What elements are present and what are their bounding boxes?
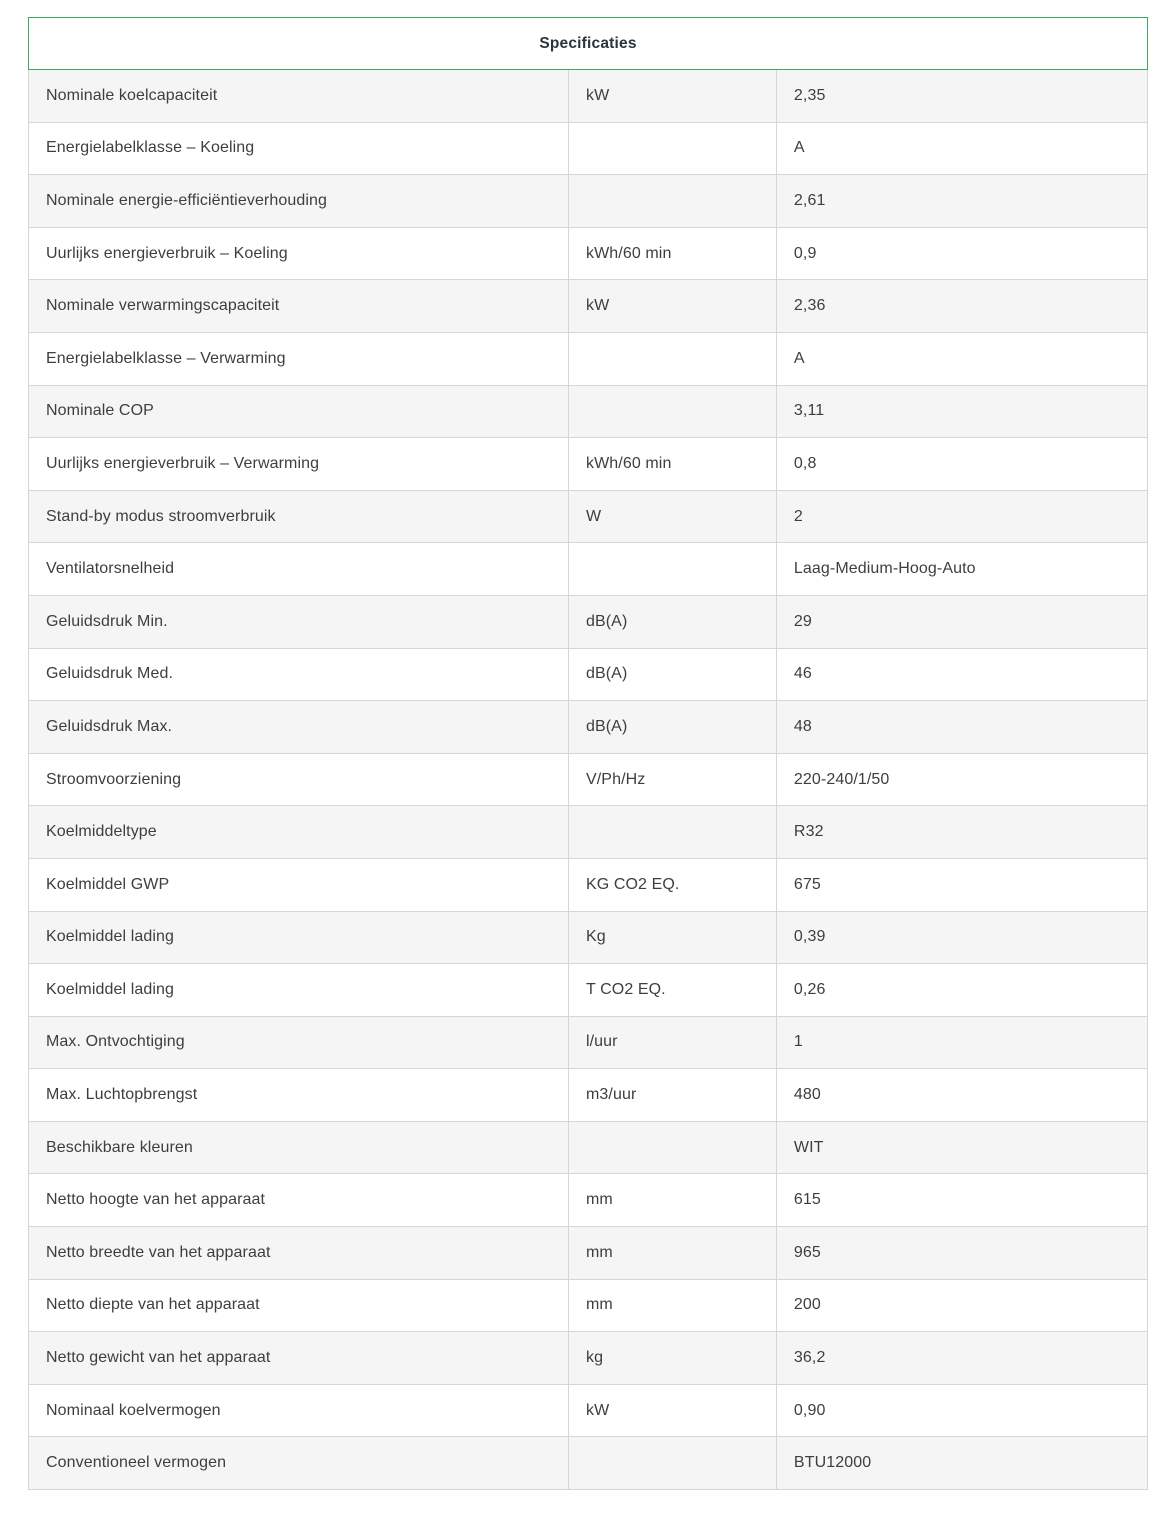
spec-unit: kW	[569, 70, 777, 122]
spec-unit: kWh/60 min	[569, 438, 777, 490]
spec-label: Max. Luchtopbrengst	[29, 1069, 569, 1121]
spec-value: R32	[793, 823, 824, 841]
table-row	[29, 175, 1147, 228]
spec-value: 2,35	[793, 86, 826, 104]
table-row	[29, 964, 1147, 1017]
table-row	[29, 1017, 1147, 1070]
table-row	[29, 70, 1147, 123]
spec-unit: T CO2 EQ.	[569, 964, 777, 1016]
table-row	[29, 596, 1147, 649]
table-row	[29, 1280, 1147, 1333]
spec-label: Netto gewicht van het apparaat	[29, 1332, 569, 1384]
table-row	[29, 649, 1147, 702]
table-row	[29, 1385, 1147, 1438]
spec-value: 46	[793, 665, 812, 683]
spec-label: Nominale COP	[29, 386, 569, 438]
spec-value: 0,39	[793, 928, 826, 946]
spec-unit: kWh/60 min	[569, 228, 777, 280]
spec-label: Stroomvoorziening	[29, 754, 569, 806]
spec-label: Nominale koelcapaciteit	[29, 70, 569, 122]
table-row	[29, 806, 1147, 859]
specifications-table	[28, 17, 1148, 1490]
spec-label: Stand-by modus stroomverbruik	[29, 491, 569, 543]
spec-unit	[569, 333, 777, 385]
spec-unit	[569, 1122, 777, 1174]
spec-label: Koelmiddel GWP	[29, 859, 569, 911]
spec-label: Koelmiddel lading	[29, 912, 569, 964]
spec-label: Energielabelklasse – Koeling	[29, 123, 569, 175]
spec-unit	[569, 806, 777, 858]
table-body	[28, 70, 1148, 1490]
spec-value: 480	[793, 1086, 821, 1104]
spec-label: Nominale verwarmingscapaciteit	[29, 280, 569, 332]
spec-unit: dB(A)	[569, 596, 777, 648]
spec-unit: W	[569, 491, 777, 543]
spec-unit: dB(A)	[569, 701, 777, 753]
spec-label: Nominaal koelvermogen	[29, 1385, 569, 1437]
spec-unit: V/Ph/Hz	[569, 754, 777, 806]
spec-value: BTU12000	[793, 1454, 872, 1472]
spec-value: 3,11	[793, 402, 825, 420]
spec-unit: KG CO2 EQ.	[569, 859, 777, 911]
spec-value: 2,36	[793, 297, 826, 315]
spec-unit	[569, 175, 777, 227]
spec-label: Beschikbare kleuren	[29, 1122, 569, 1174]
table-row	[29, 1069, 1147, 1122]
table-row	[29, 386, 1147, 439]
table-row	[29, 123, 1147, 176]
spec-unit: kg	[569, 1332, 777, 1384]
spec-unit: mm	[569, 1280, 777, 1332]
spec-unit: kW	[569, 1385, 777, 1437]
spec-unit	[569, 543, 777, 595]
spec-value: A	[793, 349, 805, 367]
spec-label: Max. Ontvochtiging	[29, 1017, 569, 1069]
spec-label: Geluidsdruk Max.	[29, 701, 569, 753]
spec-label: Koelmiddeltype	[29, 806, 569, 858]
spec-label: Uurlijks energieverbruik – Verwarming	[29, 438, 569, 490]
spec-value: A	[793, 139, 805, 157]
table-row	[29, 280, 1147, 333]
spec-value: 36,2	[793, 1349, 826, 1367]
spec-value: 0,9	[793, 244, 817, 262]
spec-label: Uurlijks energieverbruik – Koeling	[29, 228, 569, 280]
spec-value: 615	[793, 1191, 821, 1209]
table-row	[29, 1122, 1147, 1175]
table-title-text: Specificaties	[539, 34, 637, 52]
table-row	[29, 1332, 1147, 1385]
spec-value: 675	[793, 875, 821, 893]
spec-unit: mm	[569, 1227, 777, 1279]
table-title	[28, 17, 1148, 70]
spec-value: 200	[793, 1296, 821, 1314]
spec-label: Netto hoogte van het apparaat	[29, 1174, 569, 1226]
table-row	[29, 1437, 1147, 1490]
spec-label: Netto diepte van het apparaat	[29, 1280, 569, 1332]
spec-value: 0,8	[793, 454, 817, 472]
spec-unit	[569, 1437, 777, 1489]
table-row	[29, 1227, 1147, 1280]
table-row	[29, 228, 1147, 281]
table-row	[29, 1174, 1147, 1227]
spec-value: 2	[793, 507, 803, 525]
spec-label: Koelmiddel lading	[29, 964, 569, 1016]
table-row	[29, 491, 1147, 544]
spec-label: Nominale energie-efficiëntieverhouding	[29, 175, 569, 227]
spec-unit: l/uur	[569, 1017, 777, 1069]
spec-value: 48	[793, 717, 812, 735]
spec-value: 965	[793, 1243, 821, 1261]
spec-unit	[569, 123, 777, 175]
spec-value: Laag-Medium-Hoog-Auto	[793, 560, 976, 578]
spec-unit: m3/uur	[569, 1069, 777, 1121]
table-row	[29, 912, 1147, 965]
table-row	[29, 333, 1147, 386]
spec-value: WIT	[793, 1138, 824, 1156]
spec-value: 220-240/1/50	[793, 770, 890, 788]
table-row	[29, 543, 1147, 596]
spec-value: 1	[793, 1033, 803, 1051]
spec-value: 29	[793, 612, 812, 630]
spec-label: Ventilatorsnelheid	[29, 543, 569, 595]
table-row	[29, 438, 1147, 491]
spec-label: Netto breedte van het apparaat	[29, 1227, 569, 1279]
spec-value: 2,61	[793, 191, 826, 209]
spec-label: Energielabelklasse – Verwarming	[29, 333, 569, 385]
spec-label: Geluidsdruk Min.	[29, 596, 569, 648]
spec-label: Conventioneel vermogen	[29, 1437, 569, 1489]
table-row	[29, 754, 1147, 807]
spec-value: 0,26	[793, 980, 826, 998]
spec-unit: dB(A)	[569, 649, 777, 701]
spec-label: Geluidsdruk Med.	[29, 649, 569, 701]
spec-unit: mm	[569, 1174, 777, 1226]
table-row	[29, 859, 1147, 912]
spec-unit: kW	[569, 280, 777, 332]
spec-value: 0,90	[793, 1401, 826, 1419]
spec-unit: Kg	[569, 912, 777, 964]
spec-unit	[569, 386, 777, 438]
table-row	[29, 701, 1147, 754]
